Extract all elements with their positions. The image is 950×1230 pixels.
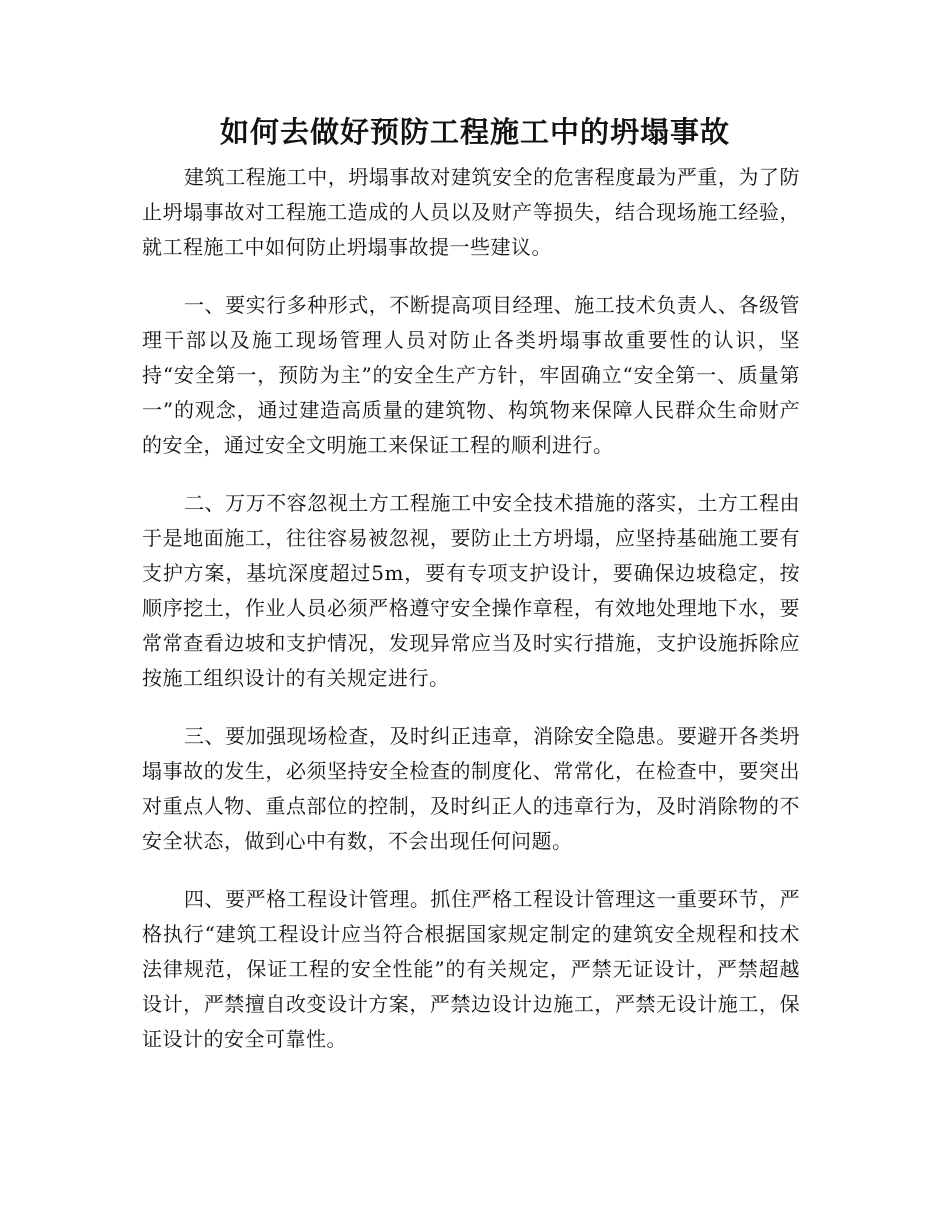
document-title: 如何去做好预防工程施工中的坍塌事故 <box>219 115 730 149</box>
document-body <box>142 160 800 1080</box>
paragraph-4: 四、要严格工程设计管理。抓住严格工程设计管理这一重要环节，严格执行“建筑工程设计应当符合根据国家规定制定的建筑安全规程和技术法律规范，保证工程的安全性能”的有关规定，严禁无证设计，严禁超越设计，严禁擅自改变设计方案，严禁边设计边施工，严禁无设计施工，保证设计的安全可靠性。 <box>142 887 800 1051</box>
paragraph-2: 二、万万不容忽视土方工程施工中安全技术措施的落实，土方工程由于是地面施工，往往容易被忽视，要防止土方坍塌，应坚持基础施工要有支护方案，基坑深度超过5m，要有专项支护设计，要确保边坡稳定，按顺序挖土，作业人员必须严格遵守安全操作章程，有效地处理地下水，要常常查看边坡和支护情况，发现异常应当及时实行措施，支护设施拆除应按施工组织设计的有关规定进行。 <box>142 491 800 690</box>
paragraph-1: 一、要实行多种形式，不断提高项目经理、施工技术负责人、各级管理干部以及施工现场管理人员对防止各类坍塌事故重要性的认识，坚持“安全第一，预防为主”的安全生产方针，牢固确立“安全第一、质量第一”的观念，通过建造高质量的建筑物、构筑物来保障人民群众生命财产的安全，通过安全文明施工来保证工程的顺利进行。 <box>142 293 800 457</box>
paragraph-3: 三、要加强现场检查，及时纠正违章，消除安全隐患。要避开各类坍塌事故的发生，必须坚持安全检查的制度化、常常化，在检查中，要突出对重点人物、重点部位的控制，及时纠正人的违章行为，及时消除物的不安全状态，做到心中有数，不会出现任何问题。 <box>142 724 800 853</box>
paragraph-intro: 建筑工程施工中，坍塌事故对建筑安全的危害程度最为严重，为了防止坍塌事故对工程施工造成的人员以及财产等损失，结合现场施工经验，就工程施工中如何防止坍塌事故提一些建议。 <box>142 165 800 259</box>
